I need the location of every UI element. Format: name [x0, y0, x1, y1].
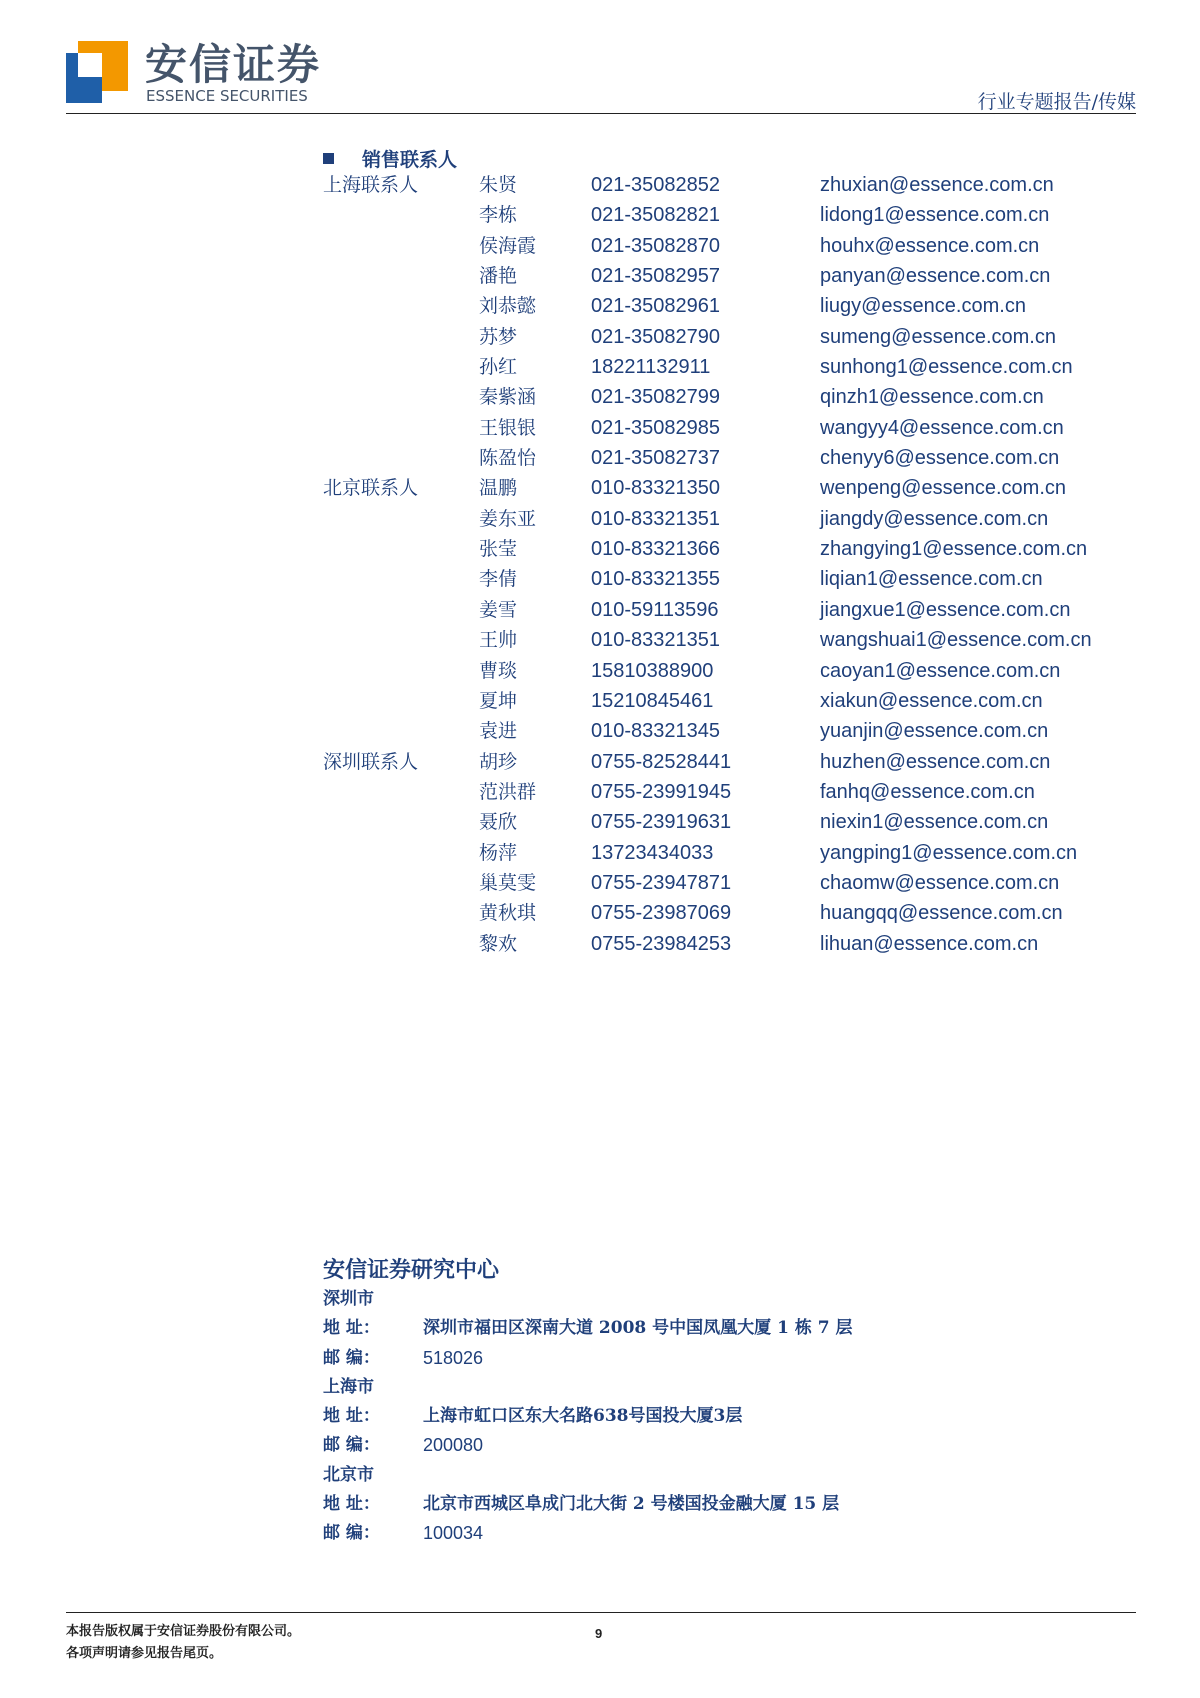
- contact-name: 袁进: [479, 720, 518, 743]
- contact-name: 姜雪: [479, 598, 518, 621]
- contact-email[interactable]: chenyy6@essence.com.cn: [820, 447, 1060, 470]
- contact-row: [323, 382, 1143, 412]
- contact-row: [323, 595, 1143, 625]
- contact-row: [323, 291, 1143, 321]
- contact-phone: 0755-82528441: [591, 750, 732, 773]
- contact-name: 范洪群: [479, 780, 537, 803]
- office-postcode-label: 邮 编：: [323, 1347, 380, 1368]
- contact-row: [323, 443, 1143, 473]
- copyright-note: 本报告版权属于安信证券股份有限公司。: [66, 1624, 301, 1639]
- contact-phone: 0755-23991945: [591, 780, 732, 803]
- office-postcode-label: 邮 编：: [323, 1523, 380, 1544]
- contact-email[interactable]: qinzh1@essence.com.cn: [820, 386, 1044, 409]
- contact-email[interactable]: wenpeng@essence.com.cn: [820, 477, 1066, 500]
- contact-email[interactable]: sunhong1@essence.com.cn: [820, 356, 1073, 379]
- office-postcode: 518026: [423, 1347, 484, 1368]
- sales-contacts-title: [323, 148, 457, 172]
- office-address: 上海市虹口区东大名路638号国投大厦3层: [423, 1406, 743, 1427]
- header-divider: [66, 113, 1136, 114]
- office-address: 深圳市福田区深南大道 2008 号中国凤凰大厦 1 栋 7 层: [423, 1318, 853, 1339]
- contact-email[interactable]: fanhq@essence.com.cn: [820, 780, 1035, 803]
- contact-email[interactable]: niexin1@essence.com.cn: [820, 811, 1049, 834]
- office-city: [323, 1285, 1143, 1314]
- office-address-label: 地 址：: [323, 1318, 380, 1339]
- office-postcode-line: [323, 1431, 1143, 1460]
- contact-name: 李倩: [479, 568, 518, 591]
- contact-phone: 0755-23947871: [591, 871, 732, 894]
- contact-row: [323, 200, 1143, 230]
- contact-region: 上海联系人: [323, 174, 419, 196]
- contact-phone: 010-83321351: [591, 629, 721, 652]
- contact-name: 王银银: [479, 416, 537, 439]
- contact-name: 侯海霞: [479, 234, 537, 257]
- contact-name: 曹琰: [479, 659, 518, 682]
- contact-row: [323, 777, 1143, 807]
- contact-email[interactable]: wangyy4@essence.com.cn: [820, 416, 1064, 439]
- report-type: 行业专题报告/传媒: [977, 91, 1136, 113]
- contact-name: 李栋: [479, 204, 518, 227]
- contact-name: 王帅: [479, 629, 518, 652]
- office-postcode-label: 邮 编：: [323, 1435, 380, 1456]
- contact-phone: 021-35082961: [591, 295, 721, 318]
- brand-name-cn: 安信证券: [145, 40, 322, 89]
- office-postcode-line: [323, 1519, 1143, 1548]
- contact-row: [323, 686, 1143, 716]
- contact-row: [323, 170, 1143, 200]
- essence-logo: [66, 41, 128, 103]
- contact-email[interactable]: caoyan1@essence.com.cn: [820, 659, 1061, 682]
- contact-phone: 021-35082852: [591, 174, 721, 196]
- contact-name: 潘艳: [479, 265, 518, 288]
- office-postcode: 100034: [423, 1523, 484, 1544]
- contact-email[interactable]: lihuan@essence.com.cn: [820, 932, 1039, 955]
- contact-email[interactable]: zhangying1@essence.com.cn: [820, 538, 1088, 561]
- contact-row: [323, 929, 1143, 959]
- research-center: [323, 1256, 1143, 1549]
- disclaimer-note: 各项声明请参见报告尾页。: [66, 1646, 223, 1661]
- contact-phone: 010-83321351: [591, 507, 721, 530]
- contact-name: 聂欣: [479, 811, 518, 834]
- contact-phone: 010-83321350: [591, 477, 721, 500]
- contact-row: [323, 656, 1143, 686]
- contact-phone: 010-83321345: [591, 720, 721, 743]
- page-number: 9: [595, 1626, 603, 1641]
- contact-region: 深圳联系人: [323, 750, 419, 773]
- contact-row: [323, 716, 1143, 746]
- contact-row: [323, 807, 1143, 837]
- office-city: [323, 1461, 1143, 1490]
- contact-name: 姜东亚: [479, 507, 537, 530]
- contact-email[interactable]: zhuxian@essence.com.cn: [820, 174, 1054, 196]
- contact-name: 胡珍: [479, 750, 518, 773]
- contact-phone: 021-35082737: [591, 447, 721, 470]
- contact-email[interactable]: xiakun@essence.com.cn: [820, 689, 1043, 712]
- contact-phone: 0755-23987069: [591, 902, 732, 925]
- contact-name: 刘恭懿: [479, 295, 537, 318]
- sales-title-text: 销售联系人: [362, 149, 458, 171]
- office-postcode-line: [323, 1344, 1143, 1373]
- office-address-line: [323, 1490, 1143, 1519]
- contact-row: [323, 747, 1143, 777]
- contact-phone: 021-35082799: [591, 386, 721, 409]
- contact-phone: 0755-23984253: [591, 932, 732, 955]
- contact-name: 孙红: [479, 356, 518, 379]
- contact-phone: 021-35082870: [591, 234, 721, 257]
- contact-name: 朱贤: [479, 174, 518, 196]
- contact-email[interactable]: jiangdy@essence.com.cn: [820, 507, 1049, 530]
- contact-email[interactable]: huzhen@essence.com.cn: [820, 750, 1051, 773]
- contact-row: [323, 838, 1143, 868]
- contact-phone: 010-83321366: [591, 538, 721, 561]
- contact-row: [323, 868, 1143, 898]
- contact-phone: 15810388900: [591, 659, 714, 682]
- contact-region: 北京联系人: [323, 477, 419, 500]
- contact-email[interactable]: jiangxue1@essence.com.cn: [820, 598, 1071, 621]
- contact-name: 巢莫雯: [479, 871, 537, 894]
- office-city-label: 深圳市: [323, 1289, 374, 1309]
- office-city-label: 上海市: [323, 1376, 374, 1397]
- office-address-label: 地 址：: [323, 1406, 380, 1427]
- office-address-line: [323, 1402, 1143, 1431]
- contact-phone: 021-35082957: [591, 265, 721, 288]
- contact-email[interactable]: huangqq@essence.com.cn: [820, 902, 1063, 925]
- footer-divider: [66, 1612, 1136, 1613]
- office-postcode: 200080: [423, 1435, 484, 1456]
- contact-email[interactable]: chaomw@essence.com.cn: [820, 871, 1060, 894]
- contact-email[interactable]: wangshuai1@essence.com.cn: [820, 629, 1092, 652]
- contact-phone: 0755-23919631: [591, 811, 732, 834]
- contact-row: [323, 322, 1143, 352]
- square-bullet-icon: [323, 153, 334, 164]
- contact-row: [323, 413, 1143, 443]
- contact-row: [323, 625, 1143, 655]
- contact-phone: 010-59113596: [591, 598, 719, 621]
- contact-name: 黄秋琪: [479, 902, 537, 925]
- contact-name: 张莹: [479, 538, 518, 561]
- contact-phone: 13723434033: [591, 841, 714, 864]
- contact-row: [323, 473, 1143, 503]
- contact-name: 秦紫涵: [479, 386, 537, 409]
- contact-row: [323, 898, 1143, 928]
- office-address-label: 地 址：: [323, 1494, 380, 1515]
- contact-phone: 15210845461: [591, 689, 714, 712]
- contact-email[interactable]: sumeng@essence.com.cn: [820, 325, 1056, 348]
- contact-name: 陈盈怡: [479, 447, 537, 470]
- research-center-title: 安信证券研究中心: [323, 1257, 500, 1283]
- contact-row: [323, 534, 1143, 564]
- office-city-label: 北京市: [323, 1464, 374, 1485]
- contact-row: [323, 352, 1143, 382]
- contact-email[interactable]: yuanjin@essence.com.cn: [820, 720, 1049, 743]
- sales-contacts-list: [323, 170, 1143, 959]
- contact-row: [323, 564, 1143, 594]
- contact-email[interactable]: liqian1@essence.com.cn: [820, 568, 1043, 591]
- contact-phone: 021-35082821: [591, 204, 721, 227]
- contact-name: 夏坤: [479, 689, 518, 712]
- office-address: 北京市西城区阜成门北大街 2 号楼国投金融大厦 15 层: [423, 1494, 840, 1515]
- contact-phone: 021-35082985: [591, 416, 721, 439]
- contact-email[interactable]: liugy@essence.com.cn: [820, 295, 1026, 318]
- contact-email[interactable]: panyan@essence.com.cn: [820, 265, 1051, 288]
- contact-name: 苏梦: [479, 325, 518, 348]
- office-address-line: [323, 1314, 1143, 1343]
- contact-name: 黎欢: [479, 932, 518, 955]
- contact-phone: 010-83321355: [591, 568, 721, 591]
- contact-email[interactable]: yangping1@essence.com.cn: [820, 841, 1078, 864]
- brand-name-en: ESSENCE SECURITIES: [146, 87, 308, 105]
- contact-name: 温鹏: [479, 477, 518, 500]
- contact-email[interactable]: houhx@essence.com.cn: [820, 234, 1040, 257]
- contact-row: [323, 504, 1143, 534]
- contact-row: [323, 231, 1143, 261]
- contact-email[interactable]: lidong1@essence.com.cn: [820, 204, 1050, 227]
- contact-phone: 021-35082790: [591, 325, 721, 348]
- contact-phone: 18221132911: [591, 356, 711, 379]
- office-city: [323, 1373, 1143, 1402]
- contact-name: 杨萍: [479, 841, 518, 864]
- contact-row: [323, 261, 1143, 291]
